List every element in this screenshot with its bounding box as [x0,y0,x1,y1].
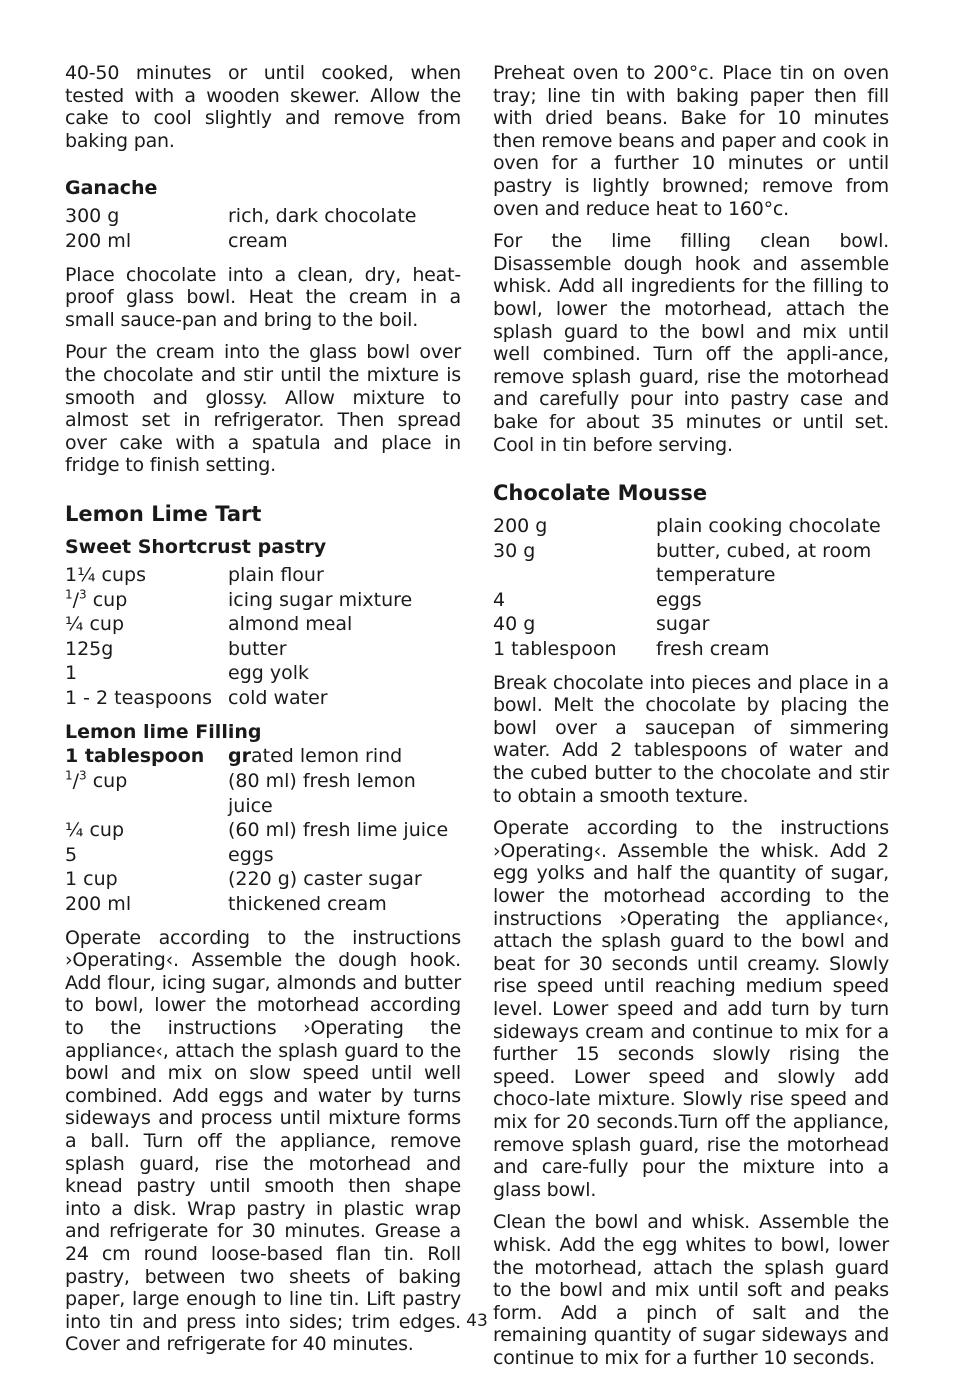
ingredient-quantity: 300 g [65,205,120,228]
ingredient-description: sugar [656,613,710,636]
ingredient-row [65,686,461,711]
mousse-method-1: Break chocolate into pieces and place in a bowl. Melt the chocolate by placing the bowl over a saucepan of simmering water. Add 2 tablespoons of water and the cubed butter to the chocolate and stir to obtain a smooth texture. [493,671,889,807]
chocolate-mousse-heading: Chocolate Mousse [493,481,708,506]
ingredient-description: almond meal [228,613,353,636]
ingredient-quantity: 1 - 2 teaspoons [65,686,213,709]
ingredient-row [65,843,461,868]
mousse-ingredients [493,514,889,662]
ingredient-quantity: 125g [65,637,114,660]
ingredient-description: cold water [228,686,328,709]
page-number: 43 [466,1311,488,1331]
ingredient-quantity: ¼ cup [65,613,125,636]
mousse-method-2: Operate according to the instructions ›Operating‹. Assemble the whisk. Add 2 egg yolks and half the quantity of sugar, lower the motorhead according to the instructions ›Operating the appliance‹, attach the splash guard to the bowl and beat for 30 seconds until creamy. Slowly rise speed until reaching medium speed level. Lower speed and add turn by turn sideways cream and continue to mix for a further 15 seconds slowly rising the speed. Lower speed and slowly add choco-late mixture. Slowly rise speed and mix for 20 seconds.Turn off the appliance, remove splash guard, rise the motorhead and care-fully pour the mixture into a glass bowl. [493,817,889,1201]
ingredient-quantity: 1 tablespoon [493,638,617,661]
ingredient-description: butter [228,637,287,660]
ingredient-description: fresh cream [656,638,770,661]
ingredient-description-rest: ated lemon rind [250,745,403,768]
ingredient-quantity: $^1$/$^3$ cup [65,587,128,611]
ingredient-row [65,588,461,613]
ingredient-quantity: 5 [65,843,78,866]
mousse-method-3: Clean the bowl and whisk. Assemble the whisk. Add the egg whites to bowl, lower the motorhead, attach the splash guard to the bowl and mix until soft and peaks form. Add a pinch of salt and the remaining quantity of sugar sideways and continue to mix for a further 10 seconds. [493,1211,889,1369]
ingredient-quantity: 40 g [493,613,536,636]
ingredient-description: (60 ml) fresh lime juice [228,819,449,842]
ingredient-row [65,867,461,892]
ingredient-quantity: 200 ml [65,893,132,916]
tart-method-paragraph: Operate according to the instructions ›Operating‹. Assemble the dough hook. Add flour, icing sugar, almonds and butter to bowl, lower the motorhead according to the instructions ›Operating the appliance‹, attach the splash guard to the bowl and mix on slow speed until well combined. Add eggs and water by turns sideways and process until mixture forms a ball. Turn off the appliance, remove splash guard, rise the motorhead and knead pastry until smooth then shape into a disk. Wrap pastry in plastic wrap and refrigerate for 30 minutes. Grease a 24 cm round loose-based flan tin. Roll pastry, between two sheets of baking paper, large enough to line tin. Lift pastry into tin and press into sides; trim edges. Cover and refrigerate for 40 minutes. [65,926,461,1356]
ingredient-row [493,612,889,637]
ingredient-description-bold: gr [228,745,251,768]
ganache-method-1: Place chocolate into a clean, dry, heat-proof glass bowl. Heat the cream in a small sauce-pan and bring to the boil. [65,263,461,331]
right-column [493,62,889,1379]
ingredient-quantity: 1 tablespoon [65,745,205,768]
ganache-heading: Ganache [65,177,158,200]
pastry-heading: Sweet Shortcrust pastry [65,535,327,558]
ingredient-description: rich, dark chocolate [228,205,417,228]
ingredient-row [65,229,461,254]
ingredient-quantity: $^1$/$^3$ cup [65,768,128,793]
ingredient-row [65,744,461,769]
ingredient-description: (220 g) caster sugar [228,868,422,891]
ingredient-quantity: 1¼ cups [65,563,146,586]
ingredient-description: cream [228,229,288,252]
ingredient-quantity: 1 cup [65,868,118,891]
ingredient-quantity: 200 ml [65,229,132,252]
ingredient-row [65,563,461,588]
ingredient-row [493,514,889,539]
ingredient-quantity: 200 g [493,515,548,538]
lime-filling-paragraph: For the lime filling clean bowl. Disassemble dough hook and assemble whisk. Add all ingredients for the filling to bowl, lower the motorhead, attach the splash guard to the bowl and mix until well combined. Turn off the appli-ance, remove splash guard, rise the motorhead and carefully pour into pastry case and bake for about 35 minutes or until set. Cool in tin before serving. [493,230,889,456]
ingredient-description: (80 ml) fresh lemon juice [228,770,416,817]
ingredient-quantity: ¼ cup [65,819,125,842]
ingredient-description: butter, cubed, at room temperature [656,539,872,587]
ingredient-description: plain cooking chocolate [656,515,881,538]
filling-heading: Lemon lime Filling [65,721,262,744]
ingredient-row [493,637,889,662]
pastry-ingredients [65,563,461,711]
ingredient-description: thickened cream [228,893,387,916]
filling-ingredients [65,744,461,916]
ingredient-description: eggs [656,588,702,611]
ingredient-quantity: 4 [493,588,506,611]
ingredient-row [65,204,461,229]
ingredient-description: plain flour [228,563,324,586]
cake-intro-paragraph: 40-50 minutes or until cooked, when tested with a wooden skewer. Allow the cake to cool slightly and remove from baking pan. [65,62,461,152]
ingredient-row [493,588,889,613]
ganache-method-2: Pour the cream into the glass bowl over the chocolate and stir until the mixture is smooth and glossy. Allow mixture to almost set in refrigerator. Then spread over cake with a spatula and place in fridge to finish setting. [65,341,461,477]
ganache-ingredients [65,204,461,253]
lemon-lime-tart-heading: Lemon Lime Tart [65,501,262,526]
ingredient-row [65,637,461,662]
ingredient-row [493,539,889,588]
tart-baking-paragraph: Preheat oven to 200°c. Place tin on oven tray; line tin with baking paper then fill with dried beans. Bake for 10 minutes then remove beans and paper and cook in oven for a further 10 minutes or until pastry is lightly browned; remove from oven and reduce heat to 160°c. [493,62,889,220]
ingredient-row [65,661,461,686]
ingredient-row [65,818,461,843]
ingredient-description: egg yolk [228,662,310,685]
ingredient-description: icing sugar mixture [228,588,413,611]
ingredient-description [228,744,461,769]
ingredient-quantity: 30 g [493,539,536,562]
ingredient-row [65,769,461,818]
ingredient-description: eggs [228,843,274,866]
ingredient-row [65,892,461,917]
left-column [65,62,461,1366]
ingredient-row [65,612,461,637]
ingredient-quantity: 1 [65,662,78,685]
